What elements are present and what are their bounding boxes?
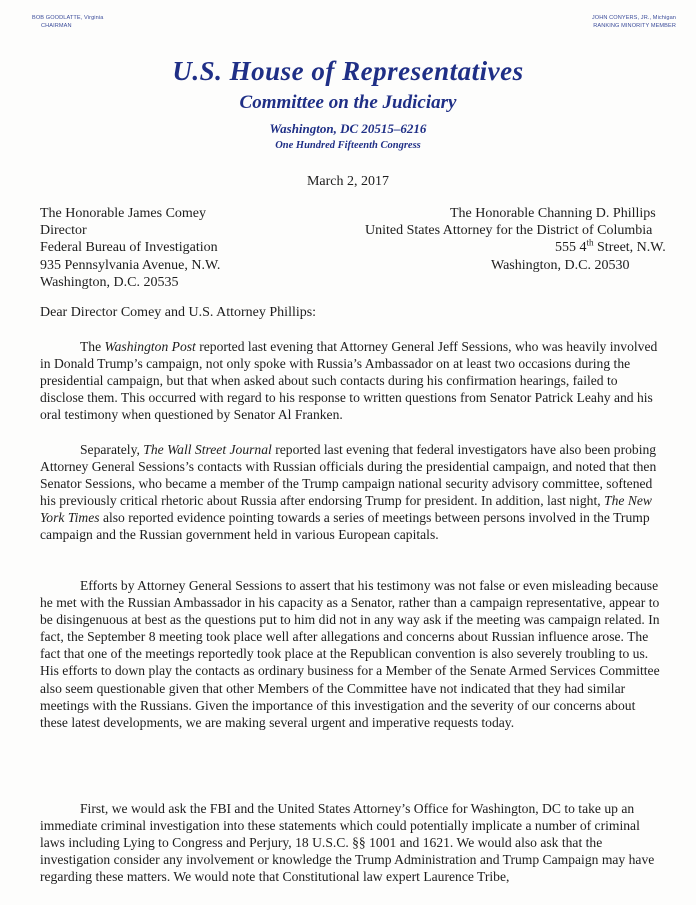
paragraph-efforts: Efforts by Attorney General Sessions to assert that his testimony was not false or even misleading because he met with the Russian Ambassador in his capacity as a Senator, rather than a campaign representative, appear to be disingenuous at best as the questions put to him did not in any way ask if the meeting was campaign related. In fact, the September 8 meeting took place well after allegations and concerns about Russian influence arose. The fact that one of the meetings reportedly took place at the Republican convention is also severely troubling to us. His efforts to down play the contacts as ordinary business for a Member of the Senate Armed Services Committee also seem questionable given that other Members of the Committee have not indicated that they had similar meetings with the Russians. Given the importance of this investigation and the severity of our concerns about these latest developments, we are making several urgent and imperative requests today. [40, 578, 660, 730]
recipient-line: Washington, D.C. 20530 [491, 257, 630, 273]
letterhead-address: Washington, DC 20515–6216 [269, 121, 427, 136]
ranking-member-title: RANKING MINORITY MEMBER [593, 23, 676, 29]
recipient-street [365, 239, 666, 256]
recipient-phillips [365, 205, 666, 274]
recipient-line: Director [40, 223, 87, 239]
recipient-line: Washington, D.C. 20535 [40, 274, 179, 290]
paragraph-first-request: First, we would ask the FBI and the United States Attorney’s Office for Washington, DC to take up an immediate criminal investigation into these statements which could potentially implicate a number of criminal laws including Lying to Congress and Perjury, 18 U.S.C. §§ 1001 and 1621. We would also ask that the investigation consider any involvement or knowledge the Trump Administration and Trump Campaign may have regarding these matters. We would note that Constitutional law expert Laurence Tribe, [40, 801, 655, 885]
chairman-name: BOB GOODLATTE, Virginia [32, 15, 104, 21]
street-number: 555 4 [555, 240, 587, 256]
ranking-member-block [592, 14, 676, 30]
recipient-line: 935 Pennsylvania Avenue, N.W. [40, 257, 221, 273]
publication-name: The Wall Street Journal [143, 442, 272, 457]
letterhead-committee: Committee on the Judiciary [239, 92, 457, 113]
chairman-title: CHAIRMAN [41, 23, 72, 29]
recipient-line: Federal Bureau of Investigation [40, 240, 218, 256]
publication-name: Washington Post [104, 339, 196, 354]
ranking-member-name: JOHN CONYERS, JR., Michigan [591, 15, 676, 21]
recipient-line: The Honorable Channing D. Phillips [450, 206, 656, 221]
letter-date: March 2, 2017 [306, 174, 390, 189]
paragraph-wsj: Separately, The Wall Street Journal reported last evening that federal investigators have also been probing Attorney General Sessions’s contacts with Russian officials during the presidential campaign, and noted that then Senator Sessions, who became a member of the Trump campaign national security advisory committee, softened his previously critical rhetoric about Russia after endorsing Trump for president. In addition, last night, The New York Times also reported evidence pointing towards a series of meetings between persons involved in the Trump campaign and the Russian government held in various European capitals. [40, 442, 657, 543]
chairman-block [32, 14, 103, 30]
publication-name: The New York Times [40, 493, 653, 526]
street-ordinal: th [586, 237, 594, 248]
recipient-line: The Honorable James Comey [40, 206, 207, 221]
recipient-line: United States Attorney for the District of Columbia [365, 223, 653, 239]
letterhead-house: U.S. House of Representatives [172, 56, 524, 86]
salutation: Dear Director Comey and U.S. Attorney Phillips: [40, 305, 317, 320]
recipient-comey [40, 205, 220, 291]
paragraph-washington-post: The Washington Post reported last evening that Attorney General Jeff Sessions, who was heavily involved in Donald Trump’s campaign, not only spoke with Russia’s Ambassador on at least two occasions during the presidential campaign, but that when asked about such contacts during his confirmation hearings, failed to disclose them. This occurred with regard to his response to written questions from Senator Patrick Leahy and his oral testimony when questioned by Senator Al Franken. [40, 339, 658, 423]
street-name: Street, N.W. [593, 240, 666, 256]
letterhead-congress: One Hundred Fifteenth Congress [275, 140, 421, 151]
